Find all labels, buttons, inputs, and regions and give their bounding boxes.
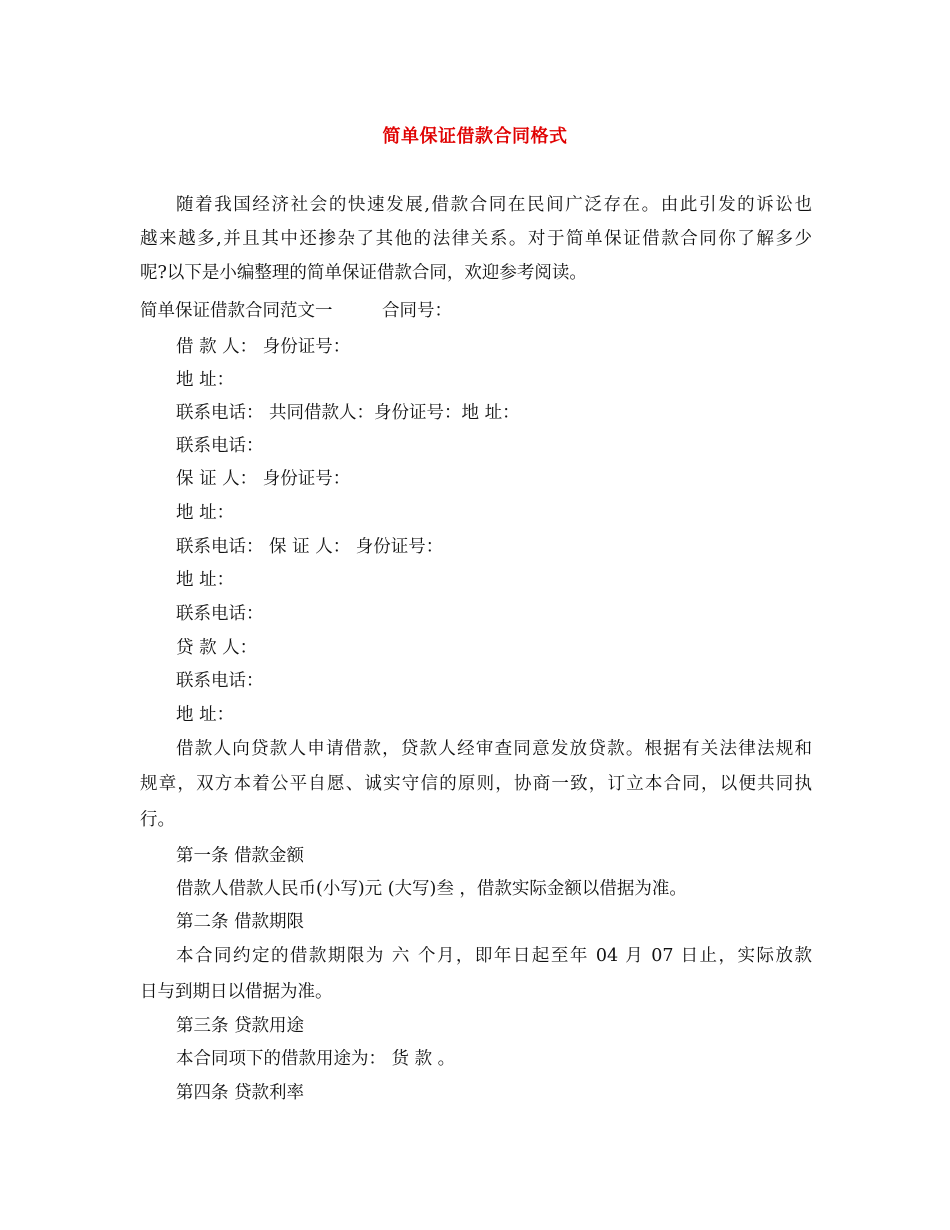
party-line: 联系电话： <box>176 436 264 456</box>
party-line: 贷 款 人： <box>176 638 258 658</box>
sample-heading: 简单保证借款合同范文一 <box>140 301 333 321</box>
party-line: 地 址： <box>176 570 235 590</box>
party-line: 联系电话： 保 证 人： 身份证号： <box>176 537 444 557</box>
intro-line-3: 呢?以下是小编整理的简单保证借款合同，欢迎参考阅读。 <box>140 263 587 283</box>
preamble-line-3: 行。 <box>140 810 175 830</box>
article-2-heading: 第二条 借款期限 <box>176 912 305 932</box>
party-line: 地 址： <box>176 705 235 725</box>
intro-line-1: 随着我国经济社会的快速发展,借款合同在民间广泛存在。由此引发的诉讼也 <box>176 195 812 215</box>
article-1-text: 借款人借款人民币(小写)元 (大写)叁 ，借款实际金额以借据为准。 <box>176 879 687 899</box>
party-line: 联系电话： 共同借款人：身份证号：地 址： <box>176 403 520 423</box>
party-line: 地 址： <box>176 370 235 390</box>
article-1-heading: 第一条 借款金额 <box>176 846 305 866</box>
article-2-text-line-2: 日与到期日以借据为准。 <box>140 982 333 1002</box>
party-line: 联系电话： <box>176 604 264 624</box>
intro-line-2: 越来越多,并且其中还掺杂了其他的法律关系。对于简单保证借款合同你了解多少 <box>140 229 812 249</box>
contract-number-label: 合同号： <box>382 301 452 321</box>
preamble-line-1: 借款人向贷款人申请借款，贷款人经审查同意发放贷款。根据有关法律法规和 <box>176 739 812 759</box>
party-line: 联系电话： <box>176 671 264 691</box>
preamble-line-2: 规章，双方本着公平自愿、诚实守信的原则，协商一致，订立本合同，以便共同执 <box>140 774 812 794</box>
party-line: 保 证 人： 身份证号： <box>176 469 351 489</box>
article-4-heading: 第四条 贷款利率 <box>176 1083 305 1103</box>
party-line: 借 款 人： 身份证号： <box>176 337 351 357</box>
article-2-text-line-1: 本合同约定的借款期限为 六 个月，即年日起至年 04 月 07 日止，实际放款 <box>176 946 812 966</box>
article-3-heading: 第三条 贷款用途 <box>176 1016 305 1036</box>
party-line: 地 址： <box>176 503 235 523</box>
document-title: 简单保证借款合同格式 <box>382 126 568 147</box>
article-3-text: 本合同项下的借款用途为： 货 款 。 <box>176 1049 456 1069</box>
